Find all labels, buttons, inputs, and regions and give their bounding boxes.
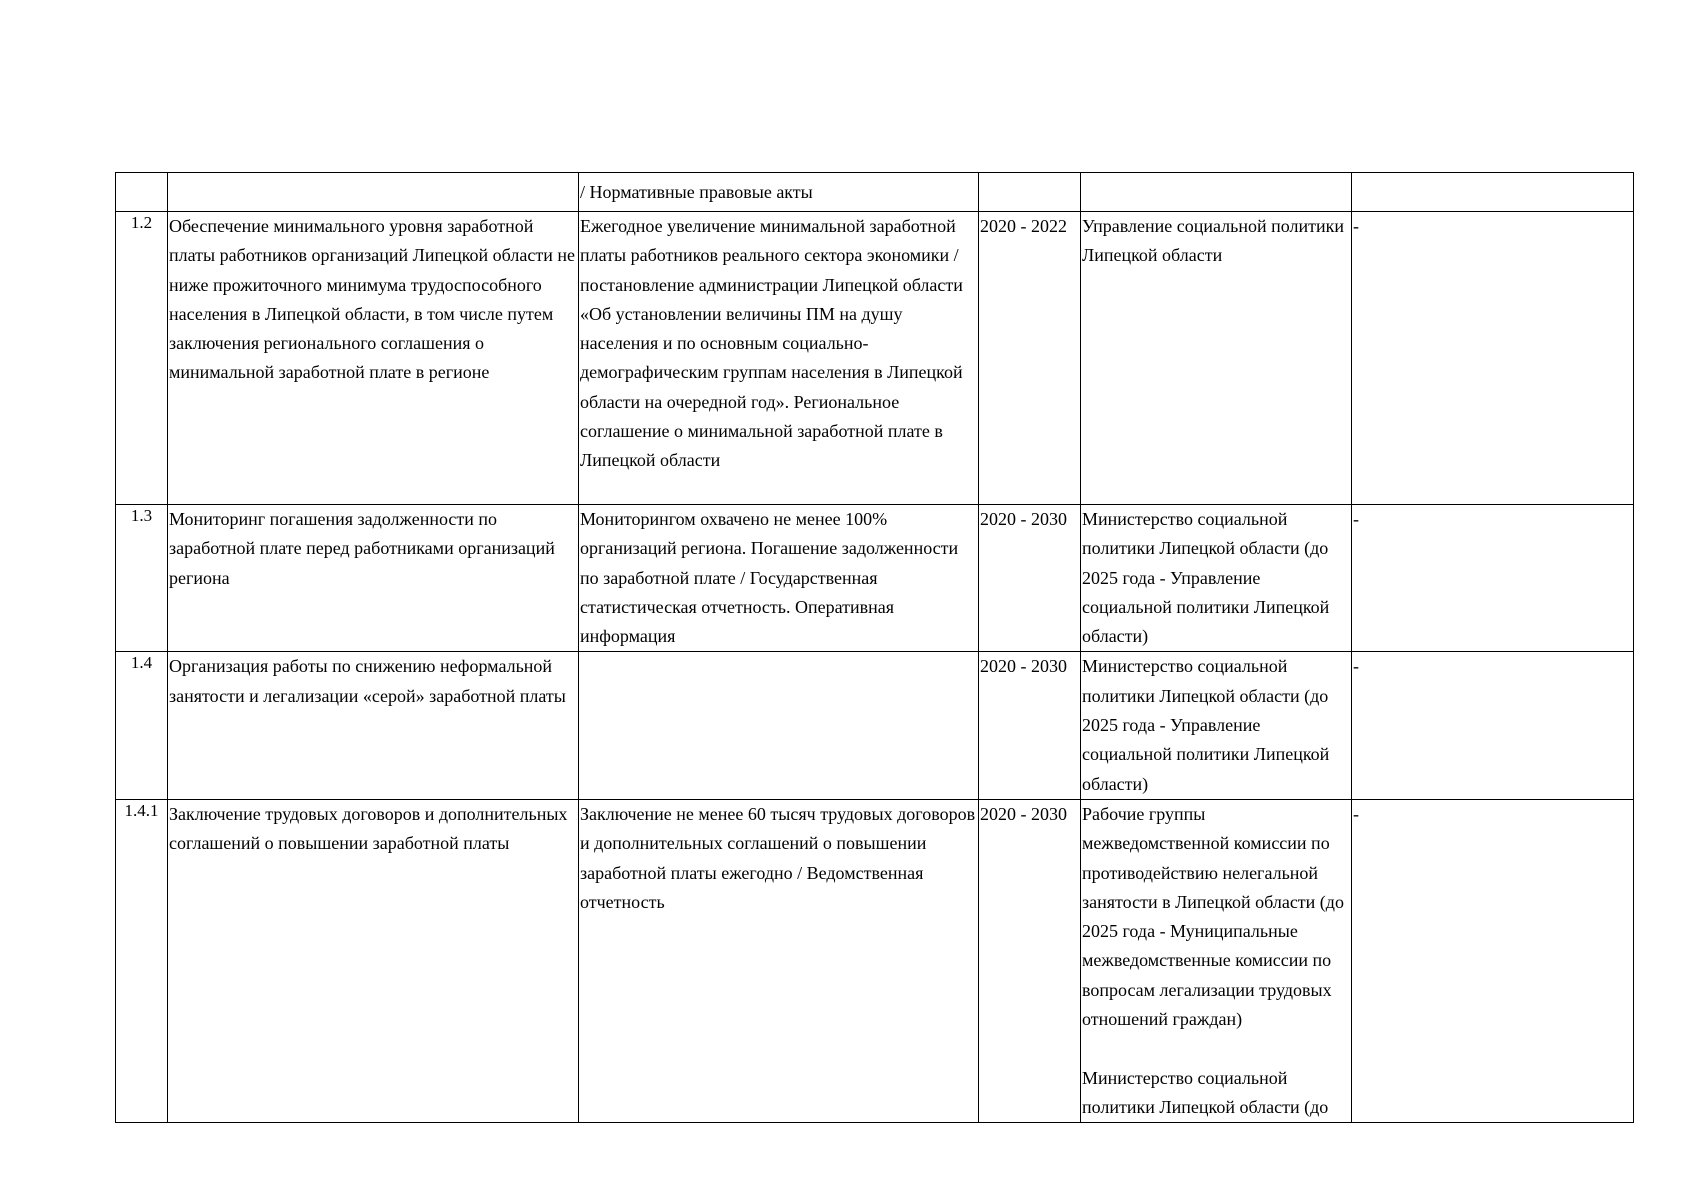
- executor-cell: [1081, 173, 1352, 212]
- period-cell: 2020 - 2030: [979, 652, 1081, 799]
- note-cell: -: [1352, 505, 1634, 652]
- table-row: [116, 173, 1634, 212]
- result-cell: Ежегодное увеличение минимальной заработной платы работников реального сектора экономики / постановление администрации Липецкой области «Об установлении величины ПМ на душу населения и по основным социально-демографическим группам населения в Липецкой области на очередной год». Региональное соглашение о минимальной заработной плате в Липецкой области: [579, 212, 979, 505]
- executor-cell: Рабочие группы межведомственной комиссии по противодействию нелегальной занятости в Липецкой области (до 2025 года - Муниципальные межведомственные комиссии по вопросам легализации трудовых отношений граждан) Министерство социальной политики Липецкой области (до: [1081, 799, 1352, 1122]
- measure-cell: [168, 173, 579, 212]
- result-cell: Мониторингом охвачено не менее 100% организаций региона. Погашение задолженности по заработной плате / Государственная статистическая отчетность. Оперативная информация: [579, 505, 979, 652]
- measure-cell: Обеспечение минимального уровня заработной платы работников организаций Липецкой области не ниже прожиточного минимума трудоспособного населения в Липецкой области, в том числе путем заключения регионального соглашения о минимальной заработной плате в регионе: [168, 212, 579, 505]
- row-number: 1.4: [116, 652, 168, 799]
- measure-cell: Мониторинг погашения задолженности по заработной плате перед работниками организаций региона: [168, 505, 579, 652]
- result-cell: [579, 652, 979, 799]
- row-number: 1.2: [116, 212, 168, 505]
- measure-cell: Заключение трудовых договоров и дополнительных соглашений о повышении заработной платы: [168, 799, 579, 1122]
- result-cell: Заключение не менее 60 тысяч трудовых договоров и дополнительных соглашений о повышении заработной платы ежегодно / Ведомственная отчетность: [579, 799, 979, 1122]
- executor-cell: Управление социальной политики Липецкой области: [1081, 212, 1352, 505]
- period-cell: 2020 - 2022: [979, 212, 1081, 505]
- note-cell: -: [1352, 212, 1634, 505]
- note-cell: [1352, 173, 1634, 212]
- row-number: 1.4.1: [116, 799, 168, 1122]
- row-number: 1.3: [116, 505, 168, 652]
- note-cell: -: [1352, 799, 1634, 1122]
- table-row: [116, 505, 1634, 652]
- result-cell: / Нормативные правовые акты: [579, 173, 979, 212]
- period-cell: [979, 173, 1081, 212]
- table-row: [116, 799, 1634, 1122]
- table-row: [116, 652, 1634, 799]
- period-cell: 2020 - 2030: [979, 505, 1081, 652]
- row-number: [116, 173, 168, 212]
- measures-table: [115, 172, 1634, 1123]
- table-row: [116, 212, 1634, 505]
- period-cell: 2020 - 2030: [979, 799, 1081, 1122]
- executor-cell: Министерство социальной политики Липецкой области (до 2025 года - Управление социальной политики Липецкой области): [1081, 652, 1352, 799]
- measure-cell: Организация работы по снижению неформальной занятости и легализации «серой» заработной платы: [168, 652, 579, 799]
- executor-cell: Министерство социальной политики Липецкой области (до 2025 года - Управление социальной политики Липецкой области): [1081, 505, 1352, 652]
- note-cell: -: [1352, 652, 1634, 799]
